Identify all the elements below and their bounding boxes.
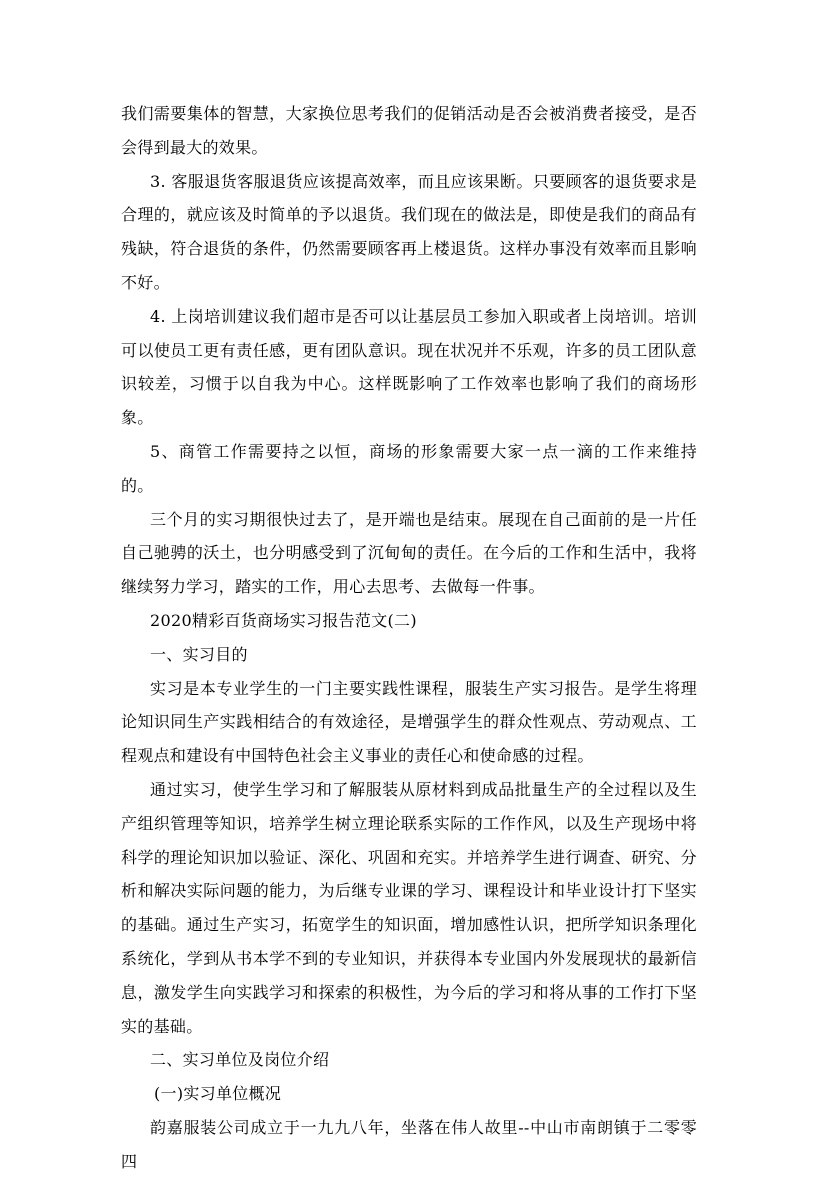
- paragraph-management: 5、商管工作需要持之以恒，商场的形象需要大家一点一滴的工作来维持的。: [121, 441, 697, 495]
- paragraph-company: 韵嘉服装公司成立于一九九八年，坐落在伟人故里--中山市南朗镇于二零零四: [121, 1117, 697, 1171]
- paragraph-training: 4. 上岗培训建议我们超市是否可以让基层员工参加入职或者上岗培训。培训可以使员工更有责任感，更有团队意识。现在状况并不乐观，许多的员工团队意识较差，习惯于以自我为中心。这样既影响了工作效率也影响了我们的商场形象。: [121, 306, 697, 428]
- paragraph-continuation: 我们需要集体的智慧，大家换位思考我们的促销活动是否会被消费者接受，是否会得到最大的效果。: [121, 104, 697, 157]
- paragraph-return-policy: 3. 客服退货客服退货应该提高效率，而且应该果断。只要顾客的退货要求是合理的，就应该及时简单的予以退货。我们现在的做法是，即使是我们的商品有残缺，符合退货的条件，仍然需要顾客再上楼退货。这样办事没有效率而且影响不好。: [121, 171, 697, 292]
- paragraph-conclusion: 三个月的实习期很快过去了，是开端也是结束。展现在自己面前的是一片任自己驰骋的沃土，也分明感受到了沉甸甸的责任。在今后的工作和生活中，我将继续努力学习，踏实的工作，用心去思考、去做每一件事。: [121, 509, 697, 597]
- section-title: 2020精彩百货商场实习报告范文(二): [150, 610, 417, 630]
- heading-purpose: 一、实习目的: [150, 644, 248, 664]
- paragraph-through-internship: 通过实习，使学生学习和了解服装从原材料到成品批量生产的全过程以及生产组织管理等知识，培养学生树立理论联系实际的工作作风，以及生产现场中将科学的理论知识加以验证、深化、巩固和充实。并培养学生进行调查、研究、分析和解决实际问题的能力，为后继专业课的学习、课程设计和毕业设计打下坚实的基础。通过生产实习，拓宽学生的知识面，增加感性认识，把所学知识条理化系统化，学到从书本学不到的专业知识，并获得本专业国内外发展现状的最新信息，激发学生向实践学习和探索的积极性，为今后的学习和将从事的工作打下坚实的基础。: [121, 779, 697, 1036]
- heading-unit-intro: 二、实习单位及岗位介绍: [150, 1050, 330, 1070]
- document-body: [121, 97, 697, 1179]
- heading-unit-overview: (一)实习单位概况: [154, 1084, 282, 1104]
- paragraph-purpose: 实习是本专业学生的一门主要实践性课程，服装生产实习报告。是学生将理论知识同生产实践相结合的有效途径，是增强学生的群众性观点、劳动观点、工程观点和建设有中国特色社会主义事业的责任心和使命感的过程。: [121, 678, 697, 766]
